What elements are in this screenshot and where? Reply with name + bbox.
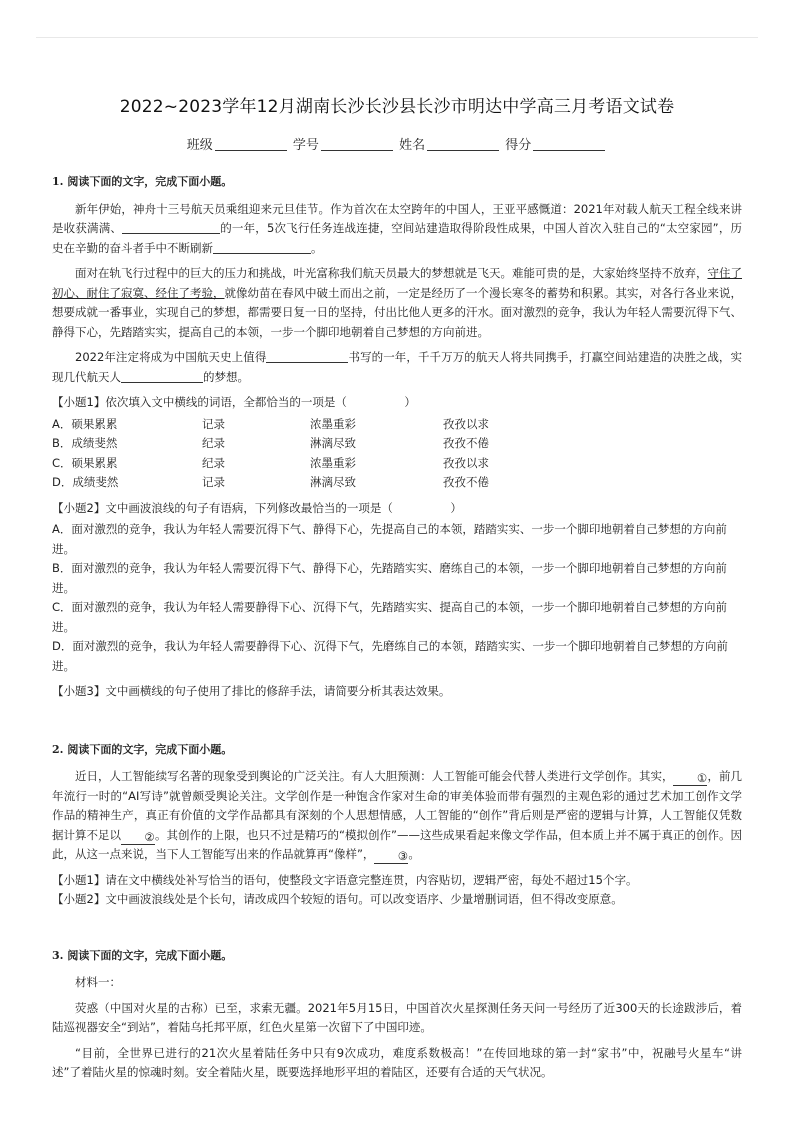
q3-paragraph-2: “目前，全世界已进行的21次火星着陆任务中只有9次成功，难度系数极高！”在传回地球的第一封“家书”中，祝融号火星车“讲述”了着陆火星的惊魂时刻。安全着陆火星，既要选择地形平坦的着陆区，还要有合适的天气状况。 [52,1045,742,1079]
q2-wavy-sentence: 文学创作是一种饱含作家对生命的审美体验而带有强烈的主观色彩的通过艺术加工创作文学作品的精神生产， [52,788,742,822]
score-field: 得分 [505,134,607,153]
question-1-heading: 1. 阅读下面的文字，完成下面小题。 [52,175,233,188]
top-divider [36,37,758,38]
q1-subquestion-3: 【小题3】文中画横线的句子使用了排比的修辞手法，请简要分析其表达效果。 [52,684,451,698]
question-3 [52,946,742,1083]
section-gap [52,910,742,946]
question-2-heading: 2. 阅读下面的文字，完成下面小题。 [52,742,233,756]
q2-paragraph: 近日，人工智能续写名著的现象受到舆论的广泛关注。有人大胆预测：人工智能可能会代替人类进行文学创作。其实， ①，前几年流行一时的“AI写诗”就曾颇受舆论关注。文学创作是一种饱含作家对生命的审美体验而带有强烈的主观色彩的通过艺术加工创作文学作品的精神生产，真正有价值的文学作品都具有深刻的个人思想情感，人工智能的“创作”背后则是严密的逻辑与计算，人工智能仅凭数据计算不足以 ②。其创作的上限，也只不过是精巧的“模拟创作”——这些成果看起来像文学作品，但本质上并不属于真正的创作。因此，从这一点来说，当下人工智能写出来的作品就算再“像样”， ③。 [52,769,743,863]
q2-subquestion-2: 【小题2】文中画波浪线处是个长句，请改成四个较短的语句。可以改变语序、少量增删词语，但不得改变原意。 [52,892,623,906]
q1-blank-2 [213,240,311,254]
page-title: 2022~2023学年12月湖南长沙长沙县长沙市明达中学高三月考语文试卷 [119,97,675,117]
option-row[interactable]: A．硕果累累 记录 浓墨重彩 孜孜以求 [52,416,489,431]
question-2 [52,740,742,910]
score-blank[interactable] [533,136,605,151]
q1-sub2-option-b[interactable]: B．面对激烈的竞争，我认为年轻人需要沉得下气、静得下心，先踏踏实实、磨练自己的本领，一步一个脚印地朝着自己梦想的方向前进。 [52,561,727,595]
q1-subquestion-2: 【小题2】文中画波浪线的句子有语病，下列修改最恰当的一项是（ ） [52,500,462,515]
q2-blank-3: ③ [374,850,408,864]
student-info-line [0,134,794,153]
q1-sub2-option-c[interactable]: C．面对激烈的竞争，我认为年轻人需要静得下心、沉得下气，先踏踏实实、提高自己的本领，一步一个脚印地朝着自己梦想的方向前进。 [52,600,728,634]
q2-blank-1: ① [673,772,707,786]
q1-subquestion-1: 【小题1】依次填入文中横线的词语，全都恰当的一项是（ ） [52,395,416,409]
q3-paragraph-1: 荧惑（中国对火星的古称）已至，求索无疆。2021年5月15日，中国首次火星探测任务天问一号经历了近300天的长途跋涉后，着陆巡视器安全“到站”，着陆乌托邦平原，红色火星第一次留下了中国印迹。 [52,1000,742,1034]
class-blank[interactable] [215,136,287,151]
q3-material-label: 材料一： [75,975,121,989]
q1-blank-4 [121,369,203,383]
q1-underlined-sentence: 守住了初心、耐住了寂寞、经住了考验， [52,266,742,300]
question-3-heading: 3. 阅读下面的文字，完成下面小题。 [52,948,233,962]
q1-blank-1 [122,220,220,234]
name-field: 姓名 [399,134,501,153]
option-row[interactable]: D．成绩斐然 记录 淋漓尽致 孜孜不倦 [52,475,489,489]
class-field: 班级 [187,134,289,153]
exam-content [52,172,742,1089]
q1-sub1-options [52,415,563,493]
section-gap [52,704,742,740]
q1-wavy-sentence: 面对激烈的竞争，我认为年轻人需要沉得下气、静得下心，先踏踏实实，提高自己的本领，一步一个脚印地朝着自己梦想的方向前进。 [52,305,742,339]
q1-sub2-option-d[interactable]: D．面对激烈的竞争，我认为年轻人需要静得下心、沉得下气，先磨练自己的本领，踏踏实实、一步一个脚印地朝着自己梦想的方向前进。 [52,639,728,673]
q1-paragraph-2: 面对在轨飞行过程中的巨大的压力和挑战，叶光富称我们航天员最大的梦想就是飞天。难能可贵的是，大家始终坚持不放弃，守住了初心、耐住了寂寞、经住了考验，就像幼苗在春风中破土而出之前，一定是经历了一个漫长寒冬的蓄势和积累。其实，对各行各业来说，想要成就一番事业，实现自己的梦想，都需要日复一日的坚持，付出比他人更多的汗水。面对激烈的竞争，我认为年轻人需要沉得下气、静得下心，先踏踏实实，提高自己的本领，一步一个脚印地朝着自己梦想的方向前进。 [52,266,742,339]
option-row[interactable]: C．硕果累累 纪录 浓墨重彩 孜孜以求 [52,455,489,470]
name-blank[interactable] [427,136,499,151]
q1-paragraph-1: 新年伊始，神舟十三号航天员乘组迎来元旦佳节。作为首次在太空跨年的中国人，王亚平感慨道：2021年对载人航天工程全线来讲是收获满满、 的一年，5次飞行任务连战连捷，空间站建造取得阶段性成果，中国人首次入驻自己的“太空家园”，历史在辛勤的奋斗者手中不断刷新 。 [52,201,743,255]
q2-blank-2: ② [121,831,155,845]
student-number-field: 学号 [293,134,395,153]
question-1 [52,172,742,702]
q1-sub2-option-a[interactable]: A．面对激烈的竞争，我认为年轻人需要沉得下气、静得下心，先提高自己的本领，踏踏实实、一步一个脚印地朝着自己梦想的方向前进。 [52,522,727,556]
option-row[interactable]: B．成绩斐然 纪录 淋漓尽致 孜孜不倦 [52,436,489,450]
q1-paragraph-3: 2022年注定将成为中国航天史上值得 书写的一年，千千万万的航天人将共同携手，打赢空间站建造的决胜之战，实现几代航天人 的梦想。 [52,350,743,384]
student-number-blank[interactable] [321,136,393,151]
q1-blank-3 [266,349,348,363]
q2-subquestion-1: 【小题1】请在文中横线处补写恰当的语句，使整段文字语意完整连贯，内容贴切，逻辑严密，每处不超过15个字。 [52,872,638,887]
